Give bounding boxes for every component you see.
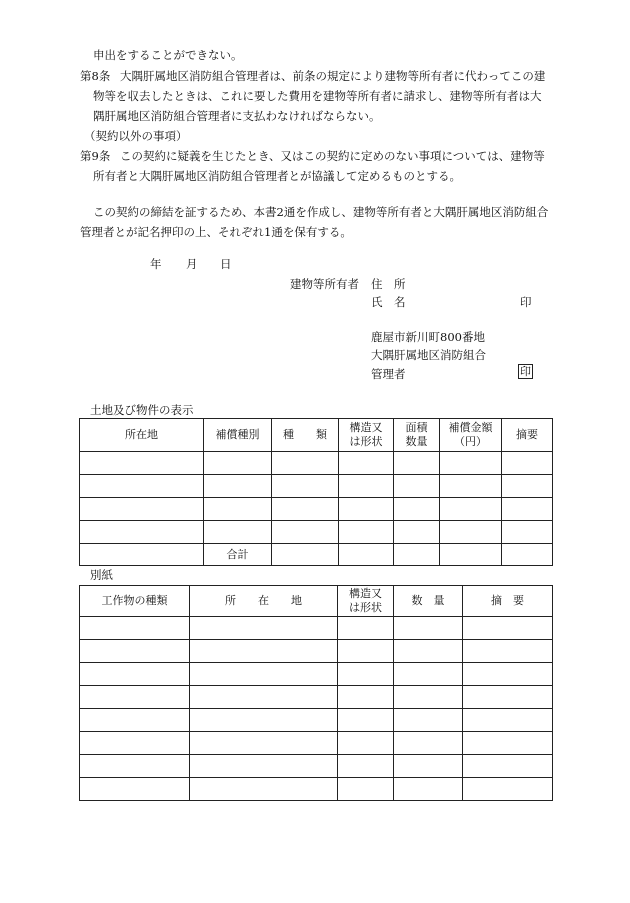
table1-caption: 土地及び物件の表示 (90, 403, 194, 417)
article-8-text-1: 大隅肝属地区消防組合管理者は、前条の規定により建物等所有者に代わってこの建 (120, 69, 546, 83)
article-9-text-1: この契約に疑義を生じたとき、又はこの契約に定めのない事項については、建物等 (120, 149, 545, 163)
date-year: 年 (150, 257, 162, 271)
property-table (79, 418, 553, 566)
table-row (80, 498, 553, 521)
article-8-line-1 (80, 68, 545, 84)
owner-address-label: 住 所 (371, 277, 406, 291)
admin-title: 管理者 (371, 367, 406, 381)
table-row (80, 475, 553, 498)
table-row (80, 452, 553, 475)
table-row (80, 617, 553, 640)
col-structure-remarks: 摘 要 (463, 586, 553, 617)
table-row (80, 732, 553, 755)
col-structure: 構造又 は形状 (339, 419, 394, 452)
col-compensation-type: 補償種別 (204, 419, 272, 452)
table-row (80, 709, 553, 732)
closing-line-1: この契約の締結を証するため、本書2通を作成し、建物等所有者と大隅肝属地区消防組合 (93, 205, 549, 219)
admin-seal-mark: 印 (520, 365, 531, 378)
col-structure-form: 構造又 は形状 (338, 586, 394, 617)
article-9-line-2: 所有者と大隅肝属地区消防組合管理者とが協議して定めるものとする。 (93, 169, 461, 183)
col-kind: 種 類 (272, 419, 339, 452)
table-row (80, 755, 553, 778)
table-row (80, 686, 553, 709)
table-row (80, 640, 553, 663)
admin-organization: 大隅肝属地区消防組合 (371, 348, 486, 362)
col-structure-quantity: 数 量 (394, 586, 463, 617)
table-row (80, 663, 553, 686)
continuation-line: 申出をすることができない。 (93, 48, 243, 62)
article-9-number: 第9条 (80, 149, 111, 163)
col-location: 所在地 (80, 419, 204, 452)
admin-address: 鹿屋市新川町800番地 (371, 330, 485, 344)
total-label: 合計 (204, 544, 272, 566)
owner-name-label: 氏 名 (371, 295, 406, 309)
structure-table-header-row (80, 586, 553, 617)
property-table-header-row (80, 419, 553, 452)
total-row (80, 544, 553, 566)
col-remarks: 摘要 (502, 419, 553, 452)
article-8-line-2: 物等を収去したときは、これに要した費用を建物等所有者に請求し、建物等所有者は大 (93, 89, 542, 103)
article-8-line-3: 隅肝属地区消防組合管理者に支払わなければならない。 (93, 109, 381, 123)
date-day: 日 (220, 257, 232, 271)
col-structure-location: 所 在 地 (190, 586, 338, 617)
col-compensation-amount: 補償金額 （円） (440, 419, 502, 452)
admin-seal-box (518, 364, 533, 379)
table-row (80, 778, 553, 801)
owner-label: 建物等所有者 (290, 277, 359, 291)
table2-caption: 別紙 (90, 568, 113, 582)
article-9-line-1 (80, 148, 545, 164)
table-row (80, 521, 553, 544)
closing-line-2: 管理者とが記名押印の上、それぞれ1通を保有する。 (80, 225, 352, 239)
col-structure-kind: 工作物の種類 (80, 586, 190, 617)
owner-seal-mark: 印 (520, 295, 532, 309)
article-8-number: 第8条 (80, 69, 111, 83)
article-9-heading: （契約以外の事項） (84, 129, 188, 143)
date-month: 月 (186, 257, 198, 271)
col-area-quantity: 面積 数量 (394, 419, 440, 452)
structure-table (79, 585, 553, 801)
